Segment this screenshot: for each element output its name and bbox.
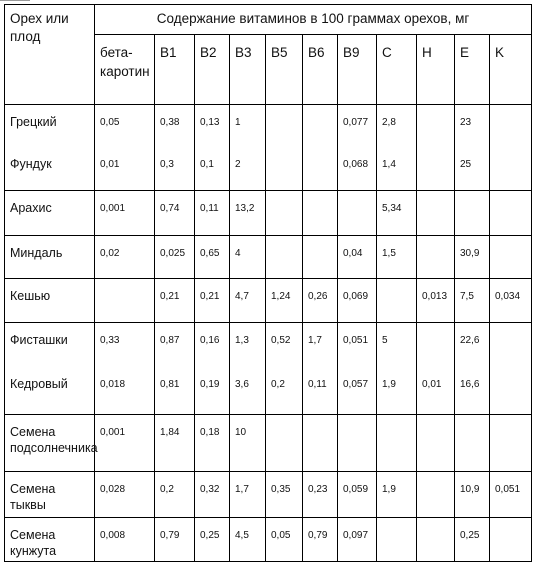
- value-cell: 0,051: [490, 472, 532, 518]
- column-header: B9: [338, 35, 377, 105]
- column-header: H: [417, 35, 455, 105]
- table-title: Содержание витаминов в 100 граммах орехов, мг: [95, 5, 532, 35]
- value-cell: 0,35: [266, 472, 303, 518]
- row-name: Грецкий: [5, 105, 95, 147]
- value-cell: [490, 147, 532, 191]
- table-row: [5, 191, 532, 236]
- row-name: Семена подсолнечника: [5, 415, 95, 472]
- value-cell: 0,32: [195, 472, 230, 518]
- value-cell: [377, 279, 417, 323]
- value-cell: 23: [455, 105, 490, 147]
- value-cell: [266, 415, 303, 472]
- vitamin-table: [4, 4, 532, 562]
- row-name: Арахис: [5, 191, 95, 236]
- value-cell: 0,077: [338, 105, 377, 147]
- table-row: [5, 105, 532, 147]
- value-cell: [417, 518, 455, 562]
- value-cell: [417, 236, 455, 279]
- column-header: E: [455, 35, 490, 105]
- value-cell: 1,7: [303, 323, 338, 367]
- column-header: B6: [303, 35, 338, 105]
- value-cell: 0,18: [195, 415, 230, 472]
- value-cell: 0,25: [455, 518, 490, 562]
- row-name: Миндаль: [5, 236, 95, 279]
- row-name: Кешью: [5, 279, 95, 323]
- value-cell: 10,9: [455, 472, 490, 518]
- value-cell: 1,7: [230, 472, 266, 518]
- value-cell: 0,38: [155, 105, 195, 147]
- value-cell: [490, 236, 532, 279]
- value-cell: 1,9: [377, 472, 417, 518]
- value-cell: [490, 323, 532, 367]
- value-cell: 0,068: [338, 147, 377, 191]
- value-cell: [303, 105, 338, 147]
- name-column-header: Орех или плод: [5, 5, 95, 105]
- vitamin-table-frame: [4, 4, 531, 558]
- value-cell: 0,051: [338, 323, 377, 367]
- value-cell: [338, 415, 377, 472]
- value-cell: 0,23: [303, 472, 338, 518]
- value-cell: 16,6: [455, 367, 490, 415]
- value-cell: 0,65: [195, 236, 230, 279]
- value-cell: 2: [230, 147, 266, 191]
- value-cell: 10: [230, 415, 266, 472]
- value-cell: 0,74: [155, 191, 195, 236]
- value-cell: [303, 415, 338, 472]
- value-cell: 0,19: [195, 367, 230, 415]
- value-cell: [303, 147, 338, 191]
- table-body: [5, 105, 532, 562]
- table-row: [5, 323, 532, 367]
- value-cell: [490, 415, 532, 472]
- value-cell: 1,24: [266, 279, 303, 323]
- value-cell: 1,9: [377, 367, 417, 415]
- value-cell: 0,1: [195, 147, 230, 191]
- table-row: [5, 472, 532, 518]
- value-cell: [490, 191, 532, 236]
- value-cell: 7,5: [455, 279, 490, 323]
- value-cell: 0,05: [95, 105, 155, 147]
- value-cell: 1,5: [377, 236, 417, 279]
- value-cell: [417, 147, 455, 191]
- value-cell: 1,3: [230, 323, 266, 367]
- value-cell: 0,2: [266, 367, 303, 415]
- value-cell: 0,25: [195, 518, 230, 562]
- table-row: [5, 236, 532, 279]
- value-cell: 0,11: [195, 191, 230, 236]
- column-header: K: [490, 35, 532, 105]
- row-name: Фундук: [5, 147, 95, 191]
- table-row: [5, 279, 532, 323]
- value-cell: [377, 518, 417, 562]
- value-cell: [417, 472, 455, 518]
- value-cell: 0,81: [155, 367, 195, 415]
- value-cell: 0,79: [303, 518, 338, 562]
- row-name: Семена тыквы: [5, 472, 95, 518]
- value-cell: [266, 105, 303, 147]
- value-cell: 2,8: [377, 105, 417, 147]
- value-cell: 0,33: [95, 323, 155, 367]
- value-cell: 4,7: [230, 279, 266, 323]
- value-cell: 0,097: [338, 518, 377, 562]
- value-cell: 0,05: [266, 518, 303, 562]
- value-cell: [455, 415, 490, 472]
- value-cell: [417, 415, 455, 472]
- value-cell: 0,02: [95, 236, 155, 279]
- value-cell: 0,008: [95, 518, 155, 562]
- column-header: B2: [195, 35, 230, 105]
- value-cell: 3,6: [230, 367, 266, 415]
- value-cell: 0,001: [95, 191, 155, 236]
- column-header: B5: [266, 35, 303, 105]
- value-cell: 0,21: [155, 279, 195, 323]
- value-cell: 22,6: [455, 323, 490, 367]
- value-cell: 0,01: [417, 367, 455, 415]
- value-cell: 0,057: [338, 367, 377, 415]
- value-cell: 30,9: [455, 236, 490, 279]
- value-cell: 1,4: [377, 147, 417, 191]
- column-header: B1: [155, 35, 195, 105]
- table-row: [5, 415, 532, 472]
- row-name: Семена кунжута: [5, 518, 95, 562]
- value-cell: 0,01: [95, 147, 155, 191]
- value-cell: 1,84: [155, 415, 195, 472]
- value-cell: 1: [230, 105, 266, 147]
- value-cell: 4,5: [230, 518, 266, 562]
- value-cell: 0,3: [155, 147, 195, 191]
- value-cell: 0,034: [490, 279, 532, 323]
- value-cell: [490, 367, 532, 415]
- value-cell: 5: [377, 323, 417, 367]
- value-cell: [455, 191, 490, 236]
- value-cell: 0,018: [95, 367, 155, 415]
- value-cell: [490, 518, 532, 562]
- row-name: Кедровый: [5, 367, 95, 415]
- value-cell: 0,025: [155, 236, 195, 279]
- value-cell: 0,21: [195, 279, 230, 323]
- value-cell: 5,34: [377, 191, 417, 236]
- column-header: B3: [230, 35, 266, 105]
- value-cell: 25: [455, 147, 490, 191]
- value-cell: 0,79: [155, 518, 195, 562]
- value-cell: 13,2: [230, 191, 266, 236]
- value-cell: 0,069: [338, 279, 377, 323]
- value-cell: 0,013: [417, 279, 455, 323]
- value-cell: 0,059: [338, 472, 377, 518]
- value-cell: [95, 279, 155, 323]
- value-cell: [377, 415, 417, 472]
- value-cell: [417, 191, 455, 236]
- value-cell: 0,001: [95, 415, 155, 472]
- value-cell: [490, 105, 532, 147]
- value-cell: [266, 147, 303, 191]
- value-cell: 4: [230, 236, 266, 279]
- value-cell: [303, 236, 338, 279]
- value-cell: [266, 191, 303, 236]
- value-cell: 0,13: [195, 105, 230, 147]
- column-header: C: [377, 35, 417, 105]
- value-cell: [417, 105, 455, 147]
- value-cell: 0,028: [95, 472, 155, 518]
- table-row: [5, 147, 532, 191]
- value-cell: 0,16: [195, 323, 230, 367]
- value-cell: [303, 191, 338, 236]
- value-cell: 0,52: [266, 323, 303, 367]
- column-header: бета-каротин: [95, 35, 155, 105]
- value-cell: 0,04: [338, 236, 377, 279]
- value-cell: [417, 323, 455, 367]
- value-cell: 0,11: [303, 367, 338, 415]
- value-cell: 0,87: [155, 323, 195, 367]
- value-cell: 0,26: [303, 279, 338, 323]
- value-cell: [266, 236, 303, 279]
- value-cell: [338, 191, 377, 236]
- table-row: [5, 518, 532, 562]
- value-cell: 0,2: [155, 472, 195, 518]
- row-name: Фисташки: [5, 323, 95, 367]
- table-row: [5, 367, 532, 415]
